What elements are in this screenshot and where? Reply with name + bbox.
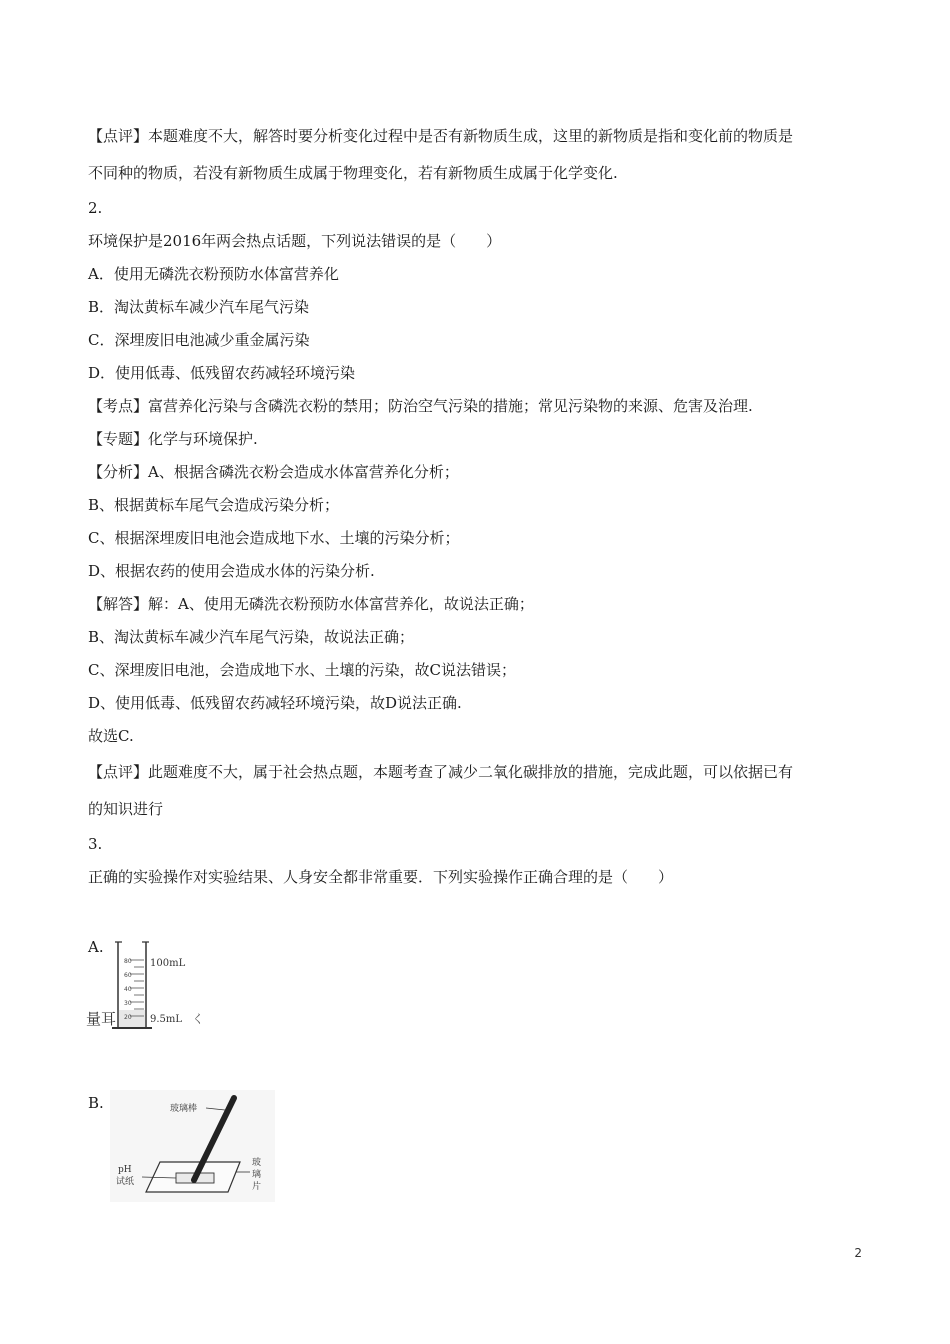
scale-mark-40: 40 — [124, 986, 132, 993]
ph-paper-label-line-2: 试纸 — [116, 1177, 135, 1187]
q2-jieda-line-3: C、深埋废旧电池，会造成地下水、土壤的污染，故C说法错误； — [88, 661, 516, 679]
q2-fenxi-line-4: D、根据农药的使用会造成水体的污染分析. — [88, 562, 375, 580]
graduated-cylinder-figure — [86, 938, 206, 1033]
caption-right-fragment: く — [192, 1012, 205, 1026]
q2-comment-line-2: 的知识进行 — [88, 800, 164, 818]
glass-plate-label-1: 玻 — [252, 1158, 262, 1168]
q2-option-a: A．使用无磷洗衣粉预防水体富营养化 — [88, 265, 339, 283]
cylinder-capacity-label: 100mL — [150, 958, 186, 969]
q3-stem: 正确的实验操作对实验结果、人身安全都非常重要．下列实验操作正确合理的是（ ） — [88, 868, 674, 886]
q2-kaodian: 【考点】富营养化污染与含磷洗衣粉的禁用；防治空气污染的措施；常见污染物的来源、危害及治理. — [88, 397, 753, 415]
ph-paper-label-line-1: pH — [118, 1165, 132, 1175]
q2-jieda-line-2: B、淘汰黄标车减少汽车尾气污染，故说法正确； — [88, 628, 415, 646]
q2-fenxi-line-2: B、根据黄标车尾气会造成污染分析； — [88, 496, 340, 514]
q1-comment-line-1: 【点评】本题难度不大，解答时要分析变化过程中是否有新物质生成，这里的新物质是指和变化前的物质是 — [88, 127, 794, 145]
ph-test-figure — [110, 1090, 275, 1202]
scale-mark-80: 80 — [124, 958, 132, 965]
caption-left-fragment: 量耳 — [86, 1010, 117, 1028]
q3-option-a-label: A. — [88, 938, 104, 956]
scale-mark-20: 20 — [124, 1014, 132, 1021]
reading-label: 9.5mL — [150, 1014, 183, 1025]
glass-plate-label-3: 片 — [252, 1182, 262, 1192]
q2-fenxi-line-3: C、根据深埋废旧电池会造成地下水、土壤的污染分析； — [88, 529, 460, 547]
q2-stem: 环境保护是2016年两会热点话题，下列说法错误的是（ ） — [88, 232, 502, 250]
q2-jieda-line-5: 故选C. — [88, 727, 134, 745]
q2-comment-line-1: 【点评】此题难度不大，属于社会热点题，本题考查了减少二氧化碳排放的措施，完成此题，可以依据已有 — [88, 763, 794, 781]
q2-option-d: D．使用低毒、低残留农药减轻环境污染 — [88, 364, 356, 382]
q3-option-b-label: B. — [88, 1094, 104, 1112]
q2-jieda-line-4: D、使用低毒、低残留农药减轻环境污染，故D说法正确. — [88, 694, 462, 712]
scale-mark-60: 60 — [124, 972, 132, 979]
q2-option-c: C．深埋废旧电池减少重金属污染 — [88, 331, 310, 349]
page-number: 2 — [854, 1246, 862, 1260]
q3-number: 3. — [88, 835, 103, 853]
q2-jieda-line-1: 【解答】解：A、使用无磷洗衣粉预防水体富营养化，故说法正确； — [88, 595, 534, 613]
q2-zhuanti: 【专题】化学与环境保护. — [88, 430, 258, 448]
q2-number: 2. — [88, 199, 103, 217]
q2-option-b: B．淘汰黄标车减少汽车尾气污染 — [88, 298, 310, 316]
glass-plate-label-2: 璃 — [252, 1170, 262, 1180]
glass-rod-label: 玻璃棒 — [170, 1104, 198, 1114]
q1-comment-line-2: 不同种的物质，若没有新物质生成属于物理变化，若有新物质生成属于化学变化. — [88, 164, 618, 182]
scale-mark-30: 30 — [124, 1000, 132, 1007]
q2-fenxi-line-1: 【分析】A、根据含磷洗衣粉会造成水体富营养化分析； — [88, 463, 459, 481]
